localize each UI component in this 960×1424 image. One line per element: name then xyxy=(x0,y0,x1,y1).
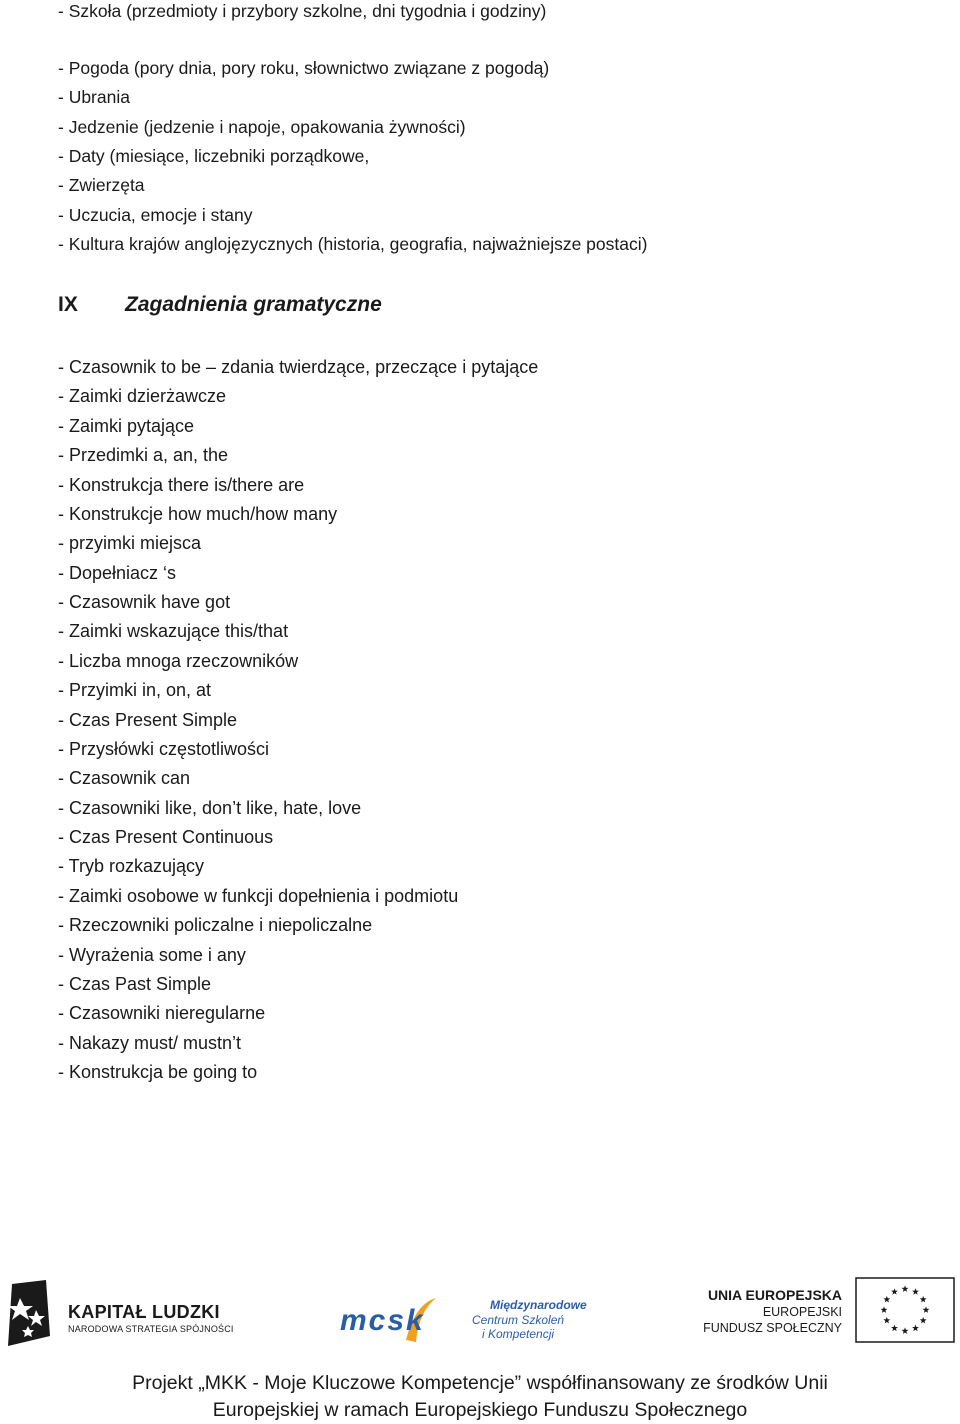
list-item: - Czasownik can xyxy=(58,768,191,788)
list-item: - Czasowniki like, don’t like, hate, love xyxy=(58,798,362,818)
mcsk-wordmark: mcsk xyxy=(340,1304,425,1337)
efs-line1: EUROPEJSKI xyxy=(762,1305,842,1319)
mcsk-name-line3: i Kompetencji xyxy=(482,1327,555,1341)
list-item: - Czas Past Simple xyxy=(58,974,212,994)
list-item: - Konstrukcja there is/there are xyxy=(58,475,305,495)
list-item: - Uczucia, emocje i stany xyxy=(58,205,253,225)
list-item: - Zaimki osobowe w funkcji dopełnienia i podmiotu xyxy=(58,886,459,906)
list-item: - Nakazy must/ mustn’t xyxy=(58,1033,242,1053)
kapital-ludzki-flag-icon xyxy=(6,1280,52,1346)
eu-flag-icon xyxy=(855,1277,955,1343)
list-item: - Daty (miesiące, liczebniki porządkowe, xyxy=(58,146,370,166)
kapital-ludzki-title: KAPITAŁ LUDZKI xyxy=(68,1302,220,1322)
kapital-ludzki-subtitle: NARODOWA STRATEGIA SPÓJNOŚCI xyxy=(68,1324,234,1334)
list-item: - Zwierzęta xyxy=(58,175,145,195)
list-item: - Czasownik to be – zdania twierdzące, przeczące i pytające xyxy=(58,357,539,377)
list-item: - przyimki miejsca xyxy=(58,533,202,553)
list-item: - Tryb rozkazujący xyxy=(58,856,205,876)
section-title: Zagadnienia gramatyczne xyxy=(125,293,382,316)
list-item: - Kultura krajów anglojęzycznych (historia, geografia, najważniejsze postaci) xyxy=(58,234,648,254)
list-item: - Jedzenie (jedzenie i napoje, opakowania żywności) xyxy=(58,117,466,137)
ue-name: UNIA EUROPEJSKA xyxy=(707,1287,842,1303)
list-item: - Czas Present Continuous xyxy=(58,827,274,847)
mcsk-name-line2: Centrum Szkoleń xyxy=(472,1313,565,1327)
list-item: - Liczba mnoga rzeczowników xyxy=(58,651,299,671)
list-item: - Dopełniacz ‘s xyxy=(58,563,177,583)
kapital-ludzki-logo xyxy=(6,1280,234,1350)
list-item: - Zaimki pytające xyxy=(58,416,195,436)
list-item: - Wyrażenia some i any xyxy=(58,945,246,965)
list-item: - Czasowniki nieregularne xyxy=(58,1003,266,1023)
efs-line2: FUNDUSZ SPOŁECZNY xyxy=(703,1321,842,1335)
list-item: - Czasownik have got xyxy=(58,592,231,612)
mcsk-logo xyxy=(340,1290,600,1350)
list-item: - Konstrukcja be going to xyxy=(58,1062,258,1082)
section-number: IX xyxy=(58,293,78,316)
list-item: - Rzeczowniki policzalne i niepoliczalne xyxy=(58,915,373,935)
project-footer-line1: Projekt „MKK - Moje Kluczowe Kompetencje” współfinansowany ze środków Unii xyxy=(132,1372,828,1394)
list-item: - Zaimki dzierżawcze xyxy=(58,386,227,406)
list-item: - Pogoda (pory dnia, pory roku, słownictwo związane z pogodą) xyxy=(58,58,550,78)
list-item: - Przysłówki częstotliwości xyxy=(58,739,270,759)
list-item: - Zaimki wskazujące this/that xyxy=(58,621,289,641)
mcsk-name-line1: Międzynarodowe xyxy=(490,1298,587,1312)
list-item: - Przedimki a, an, the xyxy=(58,445,229,465)
list-item: - Przyimki in, on, at xyxy=(58,680,212,700)
list-item: - Szkoła (przedmioty i przybory szkolne, dni tygodnia i godziny) xyxy=(58,1,547,21)
unia-europejska-logo xyxy=(700,1283,850,1343)
project-footer-line2: Europejskiej w ramach Europejskiego Funduszu Społecznego xyxy=(212,1399,748,1421)
list-item: - Ubrania xyxy=(58,87,130,107)
list-item: - Konstrukcje how much/how many xyxy=(58,504,338,524)
list-item: - Czas Present Simple xyxy=(58,710,238,730)
